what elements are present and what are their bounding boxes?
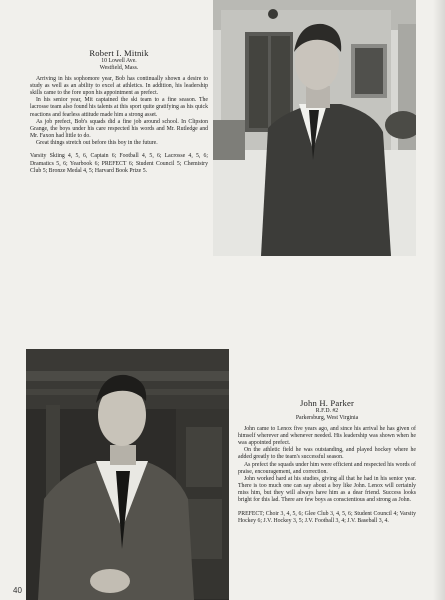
student-bio bbox=[30, 76, 208, 148]
senior-entry-parker bbox=[238, 398, 416, 525]
student-bio bbox=[238, 426, 416, 505]
student-address-line: Parkersburg, West Virginia bbox=[295, 415, 359, 422]
student-address-line: Westfield, Mass. bbox=[99, 65, 139, 72]
student-name: Robert I. Mitnik bbox=[89, 48, 149, 58]
senior-entry-mitnik bbox=[30, 48, 208, 175]
page-number: 40 bbox=[13, 586, 22, 595]
bio-paragraph: John worked hard at his studies, giving all that he had in his senior year. There is too much one can say about a boy like John. Lenox will certainly miss him, but they will always have him as a dear friend. Success looks bright for this lad. There are few boys as conscientious and strong as John. bbox=[238, 475, 416, 504]
bio-paragraph: As prefect the squads under him were efficient and respected his words of praise, encouragement, and correction. bbox=[238, 461, 416, 475]
bio-paragraph: Great things stretch out before this boy in the future. bbox=[36, 140, 158, 147]
portrait-photo-mitnik bbox=[213, 0, 416, 256]
student-address-line: R.F.D. #2 bbox=[315, 408, 339, 414]
page-edge-shadow bbox=[433, 0, 445, 600]
student-activities: PREFECT; Choir 3, 4, 5, 6; Glee Club 3, 4, 5, 6; Student Council 4; Varsity Hockey 6; J.V. Hockey 3, 5; J.V. Football 3, 4; J.V. Baseball 3, 4. bbox=[238, 510, 416, 524]
bio-paragraph: John came to Lenox five years ago, and since his arrival he has given of himself wherever and whenever needed. His leadership was shown when he was appointed prefect. bbox=[238, 425, 416, 447]
bio-paragraph: On the athletic field he was outstanding, and played hockey where he added greatly to the team's successful season. bbox=[238, 447, 416, 461]
bio-paragraph: In his senior year, Mit captained the ski team to a fine season. The lacrosse team also found his talents at this sport quite gratifying as his quick reactions and fearless attitude made him a strong asset. bbox=[30, 97, 208, 118]
student-activities: Varsity Skiing 4, 5, 6, Captain 6; Football 4, 5, 6; Lacrosse 4, 5, 6; Dramatics 5, 6; Yearbook 6; PREFECT 6; Student Council 5; Chemistry Club 5; Bronze Medal 4, 5; Harvard Book Prize 5. bbox=[30, 153, 208, 174]
student-name: John H. Parker bbox=[299, 398, 355, 408]
bio-paragraph: Arriving in his sophomore year, Bob has continually shown a desire to study as well as an ability to excel at athletics. In addition, his leadership skills came to the fore upon his appointment as prefect. bbox=[30, 75, 208, 97]
portrait-photo-parker bbox=[26, 349, 229, 600]
bio-paragraph: As job prefect, Bob's squads did a fine job around school. In Clipston Grange, the boys under his care respected his words and Mr. Rutledge and Mr. Faxon had little to do. bbox=[30, 118, 208, 140]
student-address-line: 10 Lowell Ave. bbox=[101, 58, 137, 64]
